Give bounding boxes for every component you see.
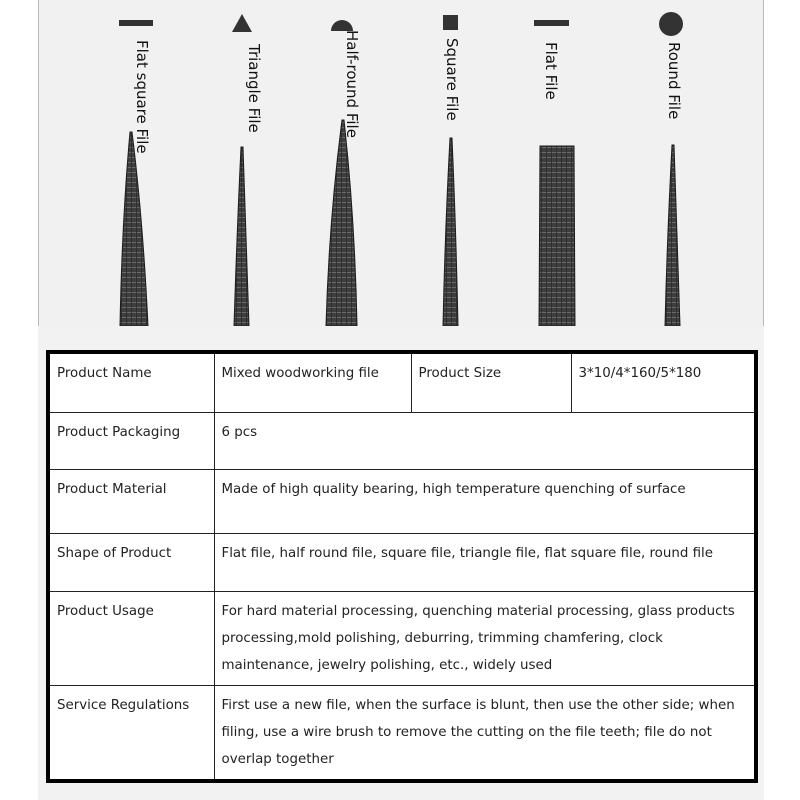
shape-label: Shape of Product [48,534,214,592]
product-photo [38,0,764,326]
specification-table [46,350,758,783]
table-row [48,470,756,534]
usage-value: For hard material processing, quenching material processing, glass products processing,mold polishing, deburring, trimming chamfering, clock maintenance, jewelry polishing, etc., widely used [214,592,756,686]
half-round-file-tool [326,120,357,326]
service-label: Service Regulations [48,686,214,782]
service-value: First use a new file, when the surface is blunt, then use the other side; when filing, use a wire brush to remove the cutting on the file teeth; file do not overlap together [214,686,756,782]
product-name-label: Product Name [48,352,214,413]
material-value: Made of high quality bearing, high temperature quenching of surface [214,470,756,534]
table-row [48,592,756,686]
square-file-label: Square File [442,38,461,121]
table-row [48,352,756,413]
round-file-label: Round File [664,42,683,120]
packaging-label: Product Packaging [48,413,214,470]
triangle-file-tool [234,147,249,326]
table-row [48,534,756,592]
product-size-value: 3*10/4*160/5*180 [571,352,756,413]
half-round-file-label: Half-round File [343,30,361,138]
flat-file-tool [539,146,575,326]
shape-value: Flat file, half round file, square file, triangle file, flat square file, round file [214,534,756,592]
flat-shape-icon [534,20,569,26]
packaging-value: 6 pcs [214,413,756,470]
table-row [48,686,756,782]
table-row [48,413,756,470]
flat-file-label: Flat File [541,42,560,100]
usage-label: Product Usage [48,592,214,686]
specification-panel [38,326,764,800]
triangle-shape-icon [232,14,252,32]
round-shape-icon [659,12,683,36]
flat-square-shape-icon [119,20,153,26]
product-name-value: Mixed woodworking file [214,352,411,413]
triangle-file-label: Triangle File [245,44,263,133]
round-file-tool [665,145,680,326]
product-size-label: Product Size [411,352,571,413]
flat-square-file-label: Flat square File [133,40,151,154]
flat-square-file-tool [120,132,148,326]
square-file-tool [443,138,458,326]
material-label: Product Material [48,470,214,534]
square-shape-icon [443,15,458,30]
